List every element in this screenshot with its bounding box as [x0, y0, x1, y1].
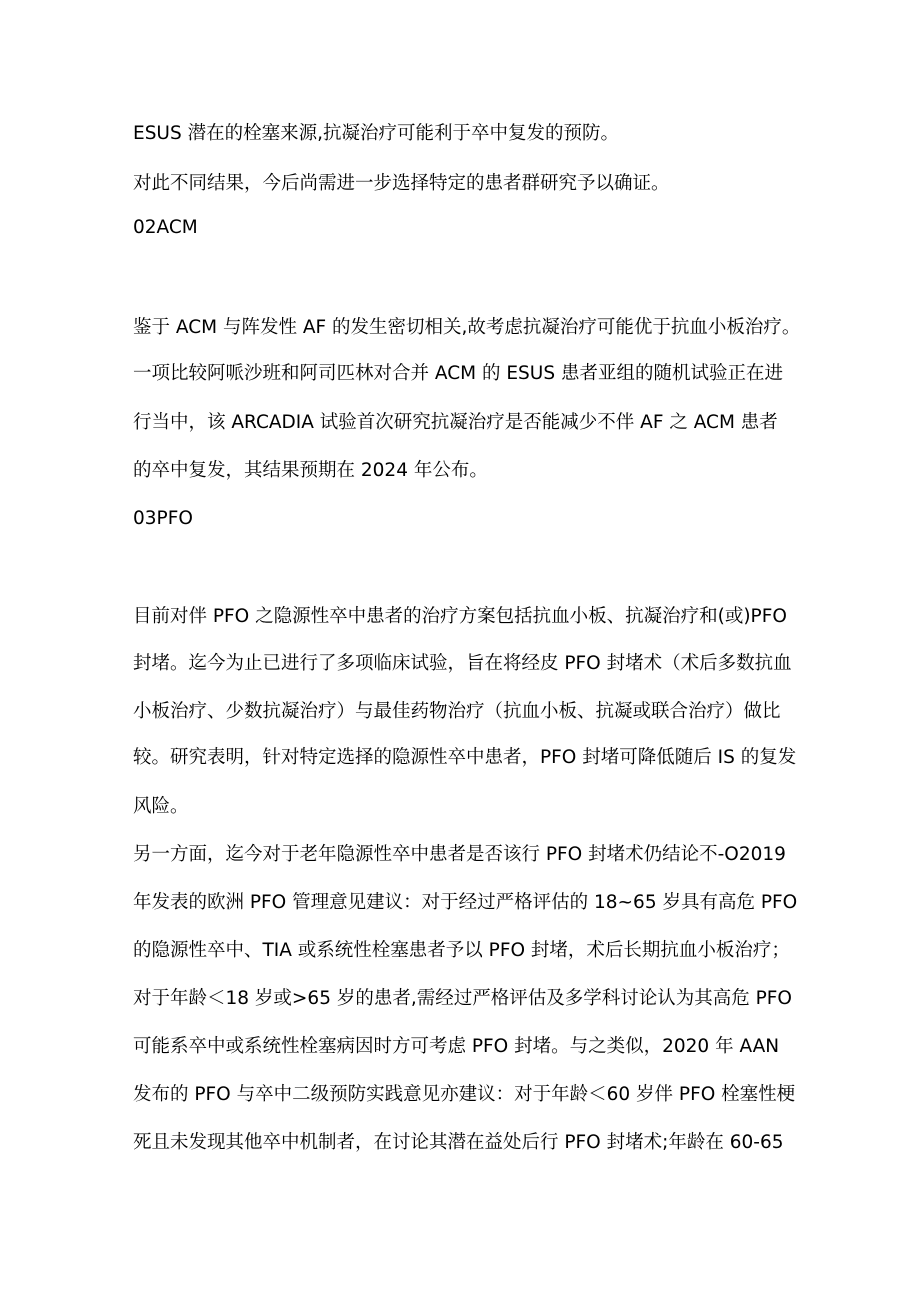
paragraph-line: 目前对伴 PFO 之隐源性卒中患者的治疗方案包括抗血小板、抗凝治疗和(或)PFO [133, 606, 787, 627]
paragraph-line: 小板治疗、少数抗凝治疗）与最佳药物治疗（抗血小板、抗凝或联合治疗）做比 [133, 701, 781, 722]
paragraph-line: 可能系卒中或系统性栓塞病因时方可考虑 PFO 封堵。与之类似，2020 年 AAN [133, 1036, 780, 1057]
paragraph-line: 的隐源性卒中、TIA 或系统性栓塞患者予以 PFO 封堵，术后长期抗血小板治疗； [133, 940, 790, 961]
paragraph-line: 发布的 PFO 与卒中二级预防实践意见亦建议：对于年龄＜60 岁伴 PFO 栓塞性梗 [133, 1084, 796, 1105]
section-heading-acm: 02ACM [133, 217, 198, 238]
paragraph-line: 风险。 [133, 796, 189, 817]
paragraph-line: 死且未发现其他卒中机制者，在讨论其潜在益处后行 PFO 封堵术;年龄在 60-65 [133, 1132, 784, 1153]
section-heading-pfo: 03PFO [133, 508, 193, 529]
paragraph-line: 较。研究表明，针对特定选择的隐源性卒中患者，PFO 封堵可降低随后 IS 的复发 [133, 747, 797, 768]
paragraph-line: 一项比较阿哌沙班和阿司匹林对合并 ACM 的 ESUS 患者亚组的随机试验正在进 [133, 363, 783, 384]
paragraph-line: 年发表的欧洲 PFO 管理意见建议：对于经过严格评估的 18~65 岁具有高危 PFO [133, 892, 798, 913]
paragraph-line: 对于年龄＜18 岁或>65 岁的患者,需经过严格评估及多学科讨论认为其高危 PFO [133, 988, 792, 1009]
paragraph-line: 对此不同结果，今后尚需进一步选择特定的患者群研究予以确证。 [133, 173, 670, 194]
paragraph-line: 封堵。迄今为止已进行了多项临床试验，旨在将经皮 PFO 封堵术（术后多数抗血 [133, 653, 792, 674]
paragraph-line: 鉴于 ACM 与阵发性 AF 的发生密切相关,故考虑抗凝治疗可能优于抗血小板治疗。 [133, 317, 801, 338]
paragraph-line: 行当中，该 ARCADIA 试验首次研究抗凝治疗是否能减少不伴 AF 之 ACM 患者 [133, 412, 778, 433]
paragraph-line: ESUS 潜在的栓塞来源,抗凝治疗可能利于卒中复发的预防。 [133, 123, 619, 144]
paragraph-line: 另一方面，迄今对于老年隐源性卒中患者是否该行 PFO 封堵术仍结论不-O2019 [133, 844, 786, 865]
paragraph-line: 的卒中复发，其结果预期在 2024 年公布。 [133, 460, 488, 481]
